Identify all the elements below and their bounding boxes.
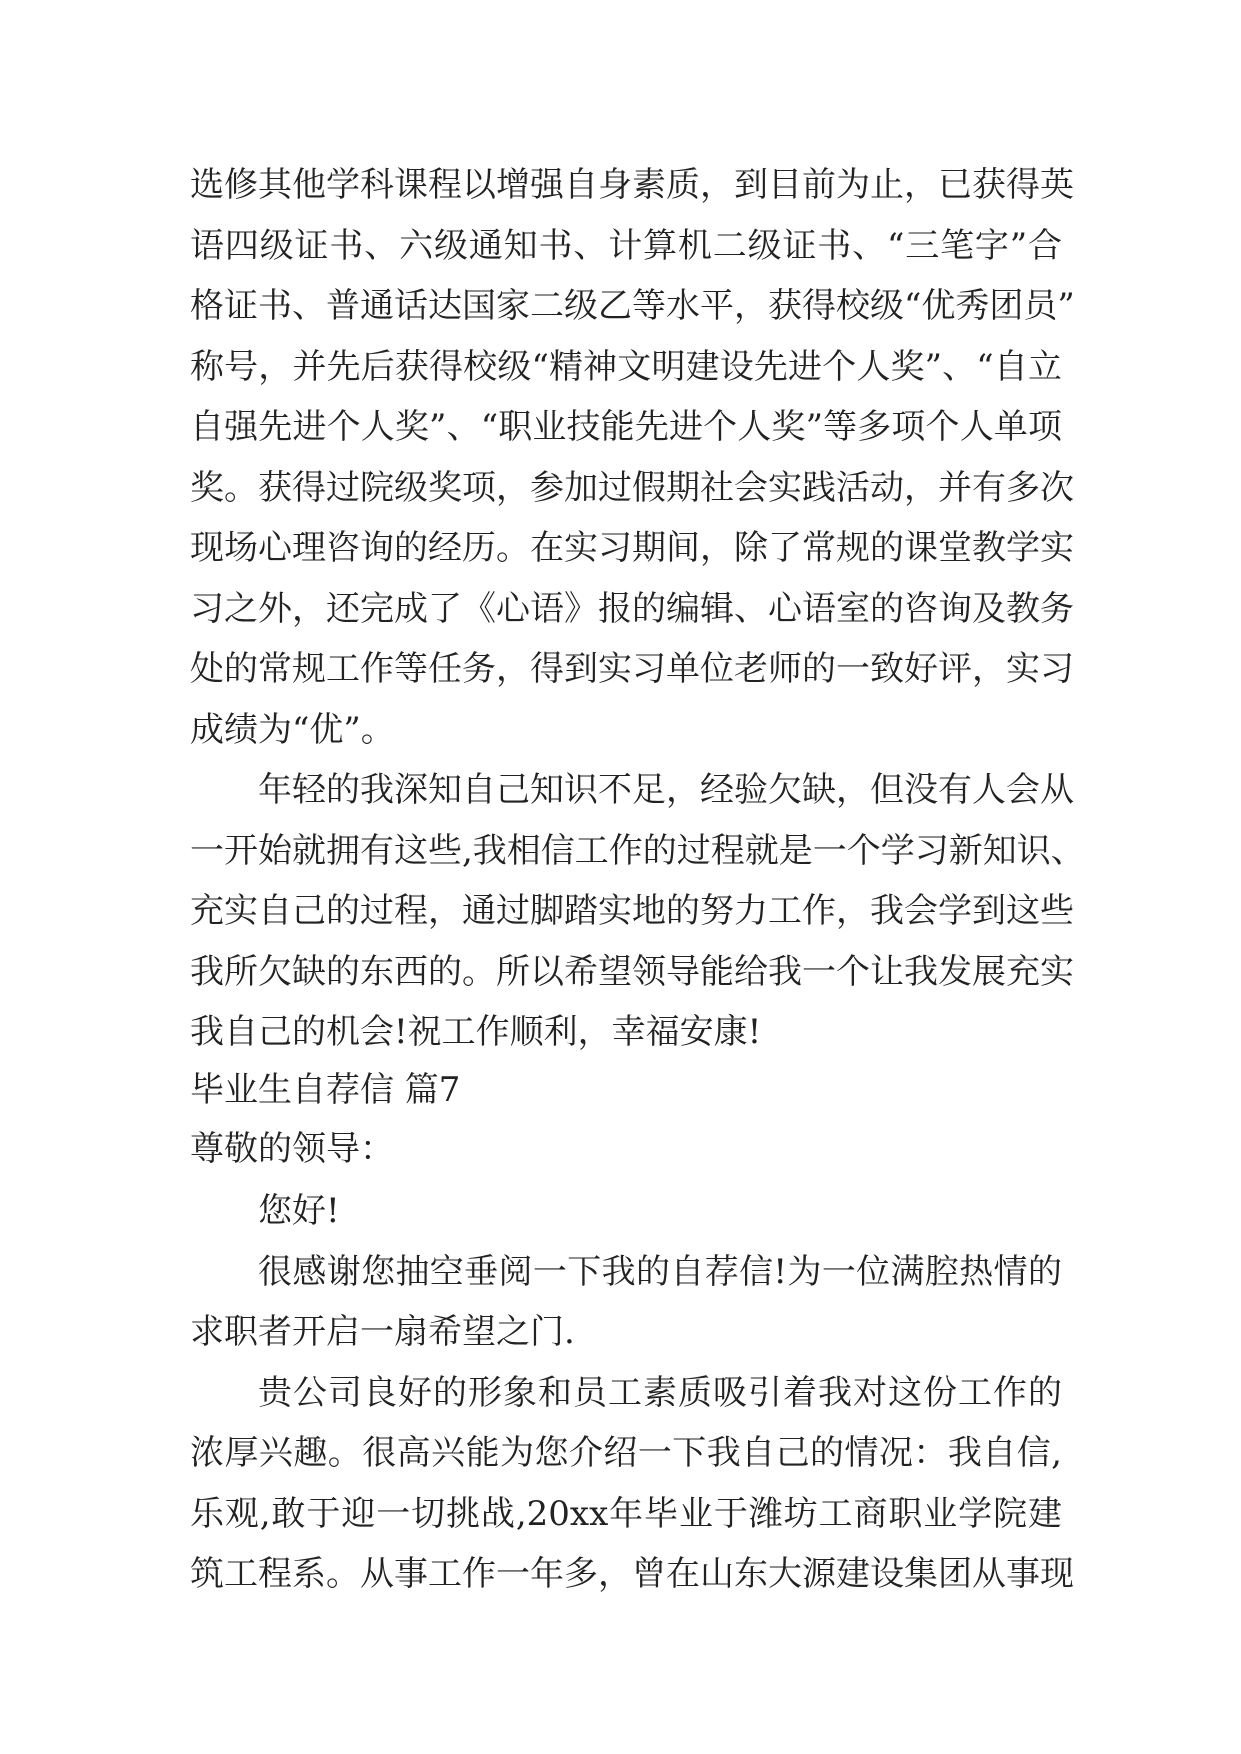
paragraph-line: 我所欠缺的东西的。所以希望领导能给我一个让我发展充实 xyxy=(190,951,1074,992)
paragraph-line: 浓厚兴趣。很高兴能为您介绍一下我自己的情况：我自信, xyxy=(190,1433,1062,1473)
paragraph-line: 语四级证书、六级通知书、计算机二级证书、“三笔字”合 xyxy=(190,225,1062,266)
paragraph-line: 习之外，还完成了《心语》报的编辑、心语室的咨询及教务 xyxy=(190,588,1074,629)
paragraph-line: 选修其他学科课程以增强自身素质，到目前为止，已获得英 xyxy=(190,165,1074,205)
paragraph-line: 年轻的我深知自己知识不足，经验欠缺，但没有人会从 xyxy=(258,770,1074,810)
paragraph-line: 处的常规工作等任务，得到实习单位老师的一致好评，实习 xyxy=(190,649,1074,689)
paragraph-line: 我自己的机会!祝工作顺利，幸福安康! xyxy=(190,1012,762,1052)
paragraph-line: 乐观,敢于迎一切挑战,20xx年毕业于潍坊工商职业学院建 xyxy=(190,1493,1062,1534)
paragraph-line: 很感谢您抽空垂阅一下我的自荐信!为一位满腔热情的 xyxy=(258,1251,1062,1292)
paragraph-line: 奖。获得过院级奖项，参加过假期社会实践活动，并有多次 xyxy=(190,467,1074,508)
paragraph-line: 求职者开启一扇希望之门. xyxy=(190,1312,575,1352)
paragraph-line: 筑工程系。从事工作一年多，曾在山东大源建设集团从事现 xyxy=(190,1554,1074,1594)
paragraph-line: 格证书、普通话达国家二级乙等水平，获得校级“优秀团员” xyxy=(190,286,1075,326)
paragraph-line: 充实自己的过程，通过脚踏实地的努力工作，我会学到这些 xyxy=(190,891,1074,931)
greeting: 您好! xyxy=(258,1190,340,1231)
paragraph-line: 自强先进个人奖”、“职业技能先进个人奖”等多项个人单项 xyxy=(190,407,1062,447)
paragraph-line: 称号，并先后获得校级“精神文明建设先进个人奖”、“自立 xyxy=(190,346,1062,387)
document-body xyxy=(190,155,1085,1605)
paragraph-line: 成绩为“优”。 xyxy=(190,709,395,750)
paragraph-line: 一开始就拥有这些,我相信工作的过程就是一个学习新知识、 xyxy=(190,830,1085,871)
paragraph-line: 贵公司良好的形象和员工素质吸引着我对这份工作的 xyxy=(258,1372,1062,1413)
paragraph-line: 现场心理咨询的经历。在实习期间，除了常规的课堂教学实 xyxy=(190,528,1074,568)
section-title: 毕业生自荐信 篇7 xyxy=(190,1069,461,1110)
salutation: 尊敬的领导： xyxy=(190,1128,394,1169)
